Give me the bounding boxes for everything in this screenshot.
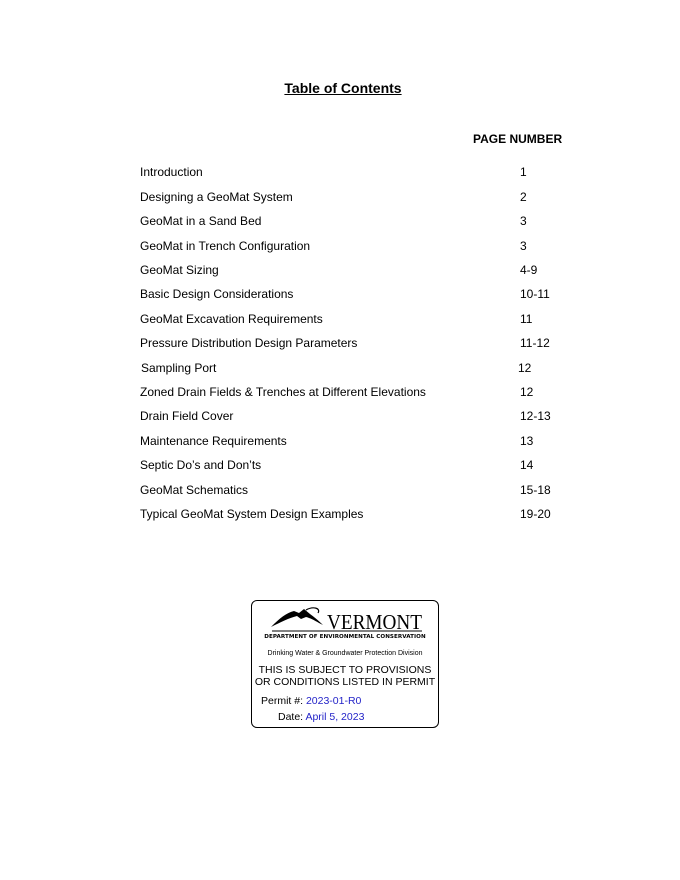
toc-entry [0,214,680,232]
toc-entry [0,287,680,305]
toc-entry-page: 10-11 [520,287,550,301]
toc-entry-page: 15-18 [520,483,551,497]
toc-entry [0,409,680,427]
toc-entry-label: Introduction [140,165,203,179]
toc-entry-page: 12 [520,385,534,399]
toc-entry-label: Basic Design Considerations [140,287,294,301]
permit-label: Permit #: [261,695,304,707]
toc-entry [0,483,680,501]
toc-entry-label: Designing a GeoMat System [140,190,293,204]
toc-entry-page: 12-13 [520,409,551,423]
toc-entry [0,458,680,476]
toc-entry-page: 3 [520,239,527,253]
toc-entry-page: 2 [520,190,527,204]
stamp-division: Drinking Water & Groundwater Protection Division [267,650,423,657]
toc-entry-label: Maintenance Requirements [140,434,287,448]
approval-stamp [251,600,439,728]
toc-entry-label: GeoMat Sizing [140,263,219,277]
toc-entry-label: Drain Field Cover [140,409,234,423]
toc-entry-page: 3 [520,214,527,228]
toc-entry-page: 4-9 [520,263,538,277]
permit-value: 2023-01-R0 [305,695,362,707]
toc-entry-label: GeoMat in Trench Configuration [140,239,311,253]
toc-entry [0,312,680,330]
toc-entry-label: Sampling Port [141,361,217,375]
toc-entry [0,190,680,208]
toc-entry [0,385,680,403]
toc-entry-page: 11 [520,312,533,326]
toc-entry-page: 14 [520,458,534,472]
permit-number-field [261,695,361,707]
stamp-notice-line-2: OR CONDITIONS LISTED IN PERMIT [254,676,436,688]
toc-entry-label: GeoMat in a Sand Bed [140,214,262,228]
date-label: Date: [278,711,304,723]
toc-entry [0,263,680,281]
toc-entry-label: Zoned Drain Fields & Trenches at Different Elevations [140,385,426,399]
stamp-department: DEPARTMENT OF ENVIRONMENTAL CONSERVATION [264,634,426,640]
toc-title: Table of Contents [284,80,402,96]
permit-date-field [278,711,364,723]
vermont-mountain-logo [268,604,424,636]
toc-entry [0,361,680,379]
page-number-column-header: PAGE NUMBER [473,132,563,146]
toc-entry-label: Typical GeoMat System Design Examples [140,507,364,521]
logo-text: VERMONT [327,610,423,634]
toc-entry-label: Septic Do’s and Don’ts [140,458,262,472]
stamp-notice-line-1: THIS IS SUBJECT TO PROVISIONS [258,664,432,676]
toc-entry-label: Pressure Distribution Design Parameters [140,336,358,350]
toc-entry [0,165,680,183]
toc-entry [0,434,680,452]
toc-entry-page: 19-20 [520,507,551,521]
toc-entry [0,507,680,525]
toc-entry-page: 12 [518,361,532,375]
toc-entry-page: 1 [520,165,527,179]
toc-entry [0,239,680,257]
toc-entry-page: 13 [520,434,534,448]
toc-entry-label: GeoMat Schematics [140,483,249,497]
date-value: April 5, 2023 [305,711,365,723]
toc-entry [0,336,680,354]
toc-entry-label: GeoMat Excavation Requirements [140,312,323,326]
toc-entry-page: 11-12 [520,336,550,350]
